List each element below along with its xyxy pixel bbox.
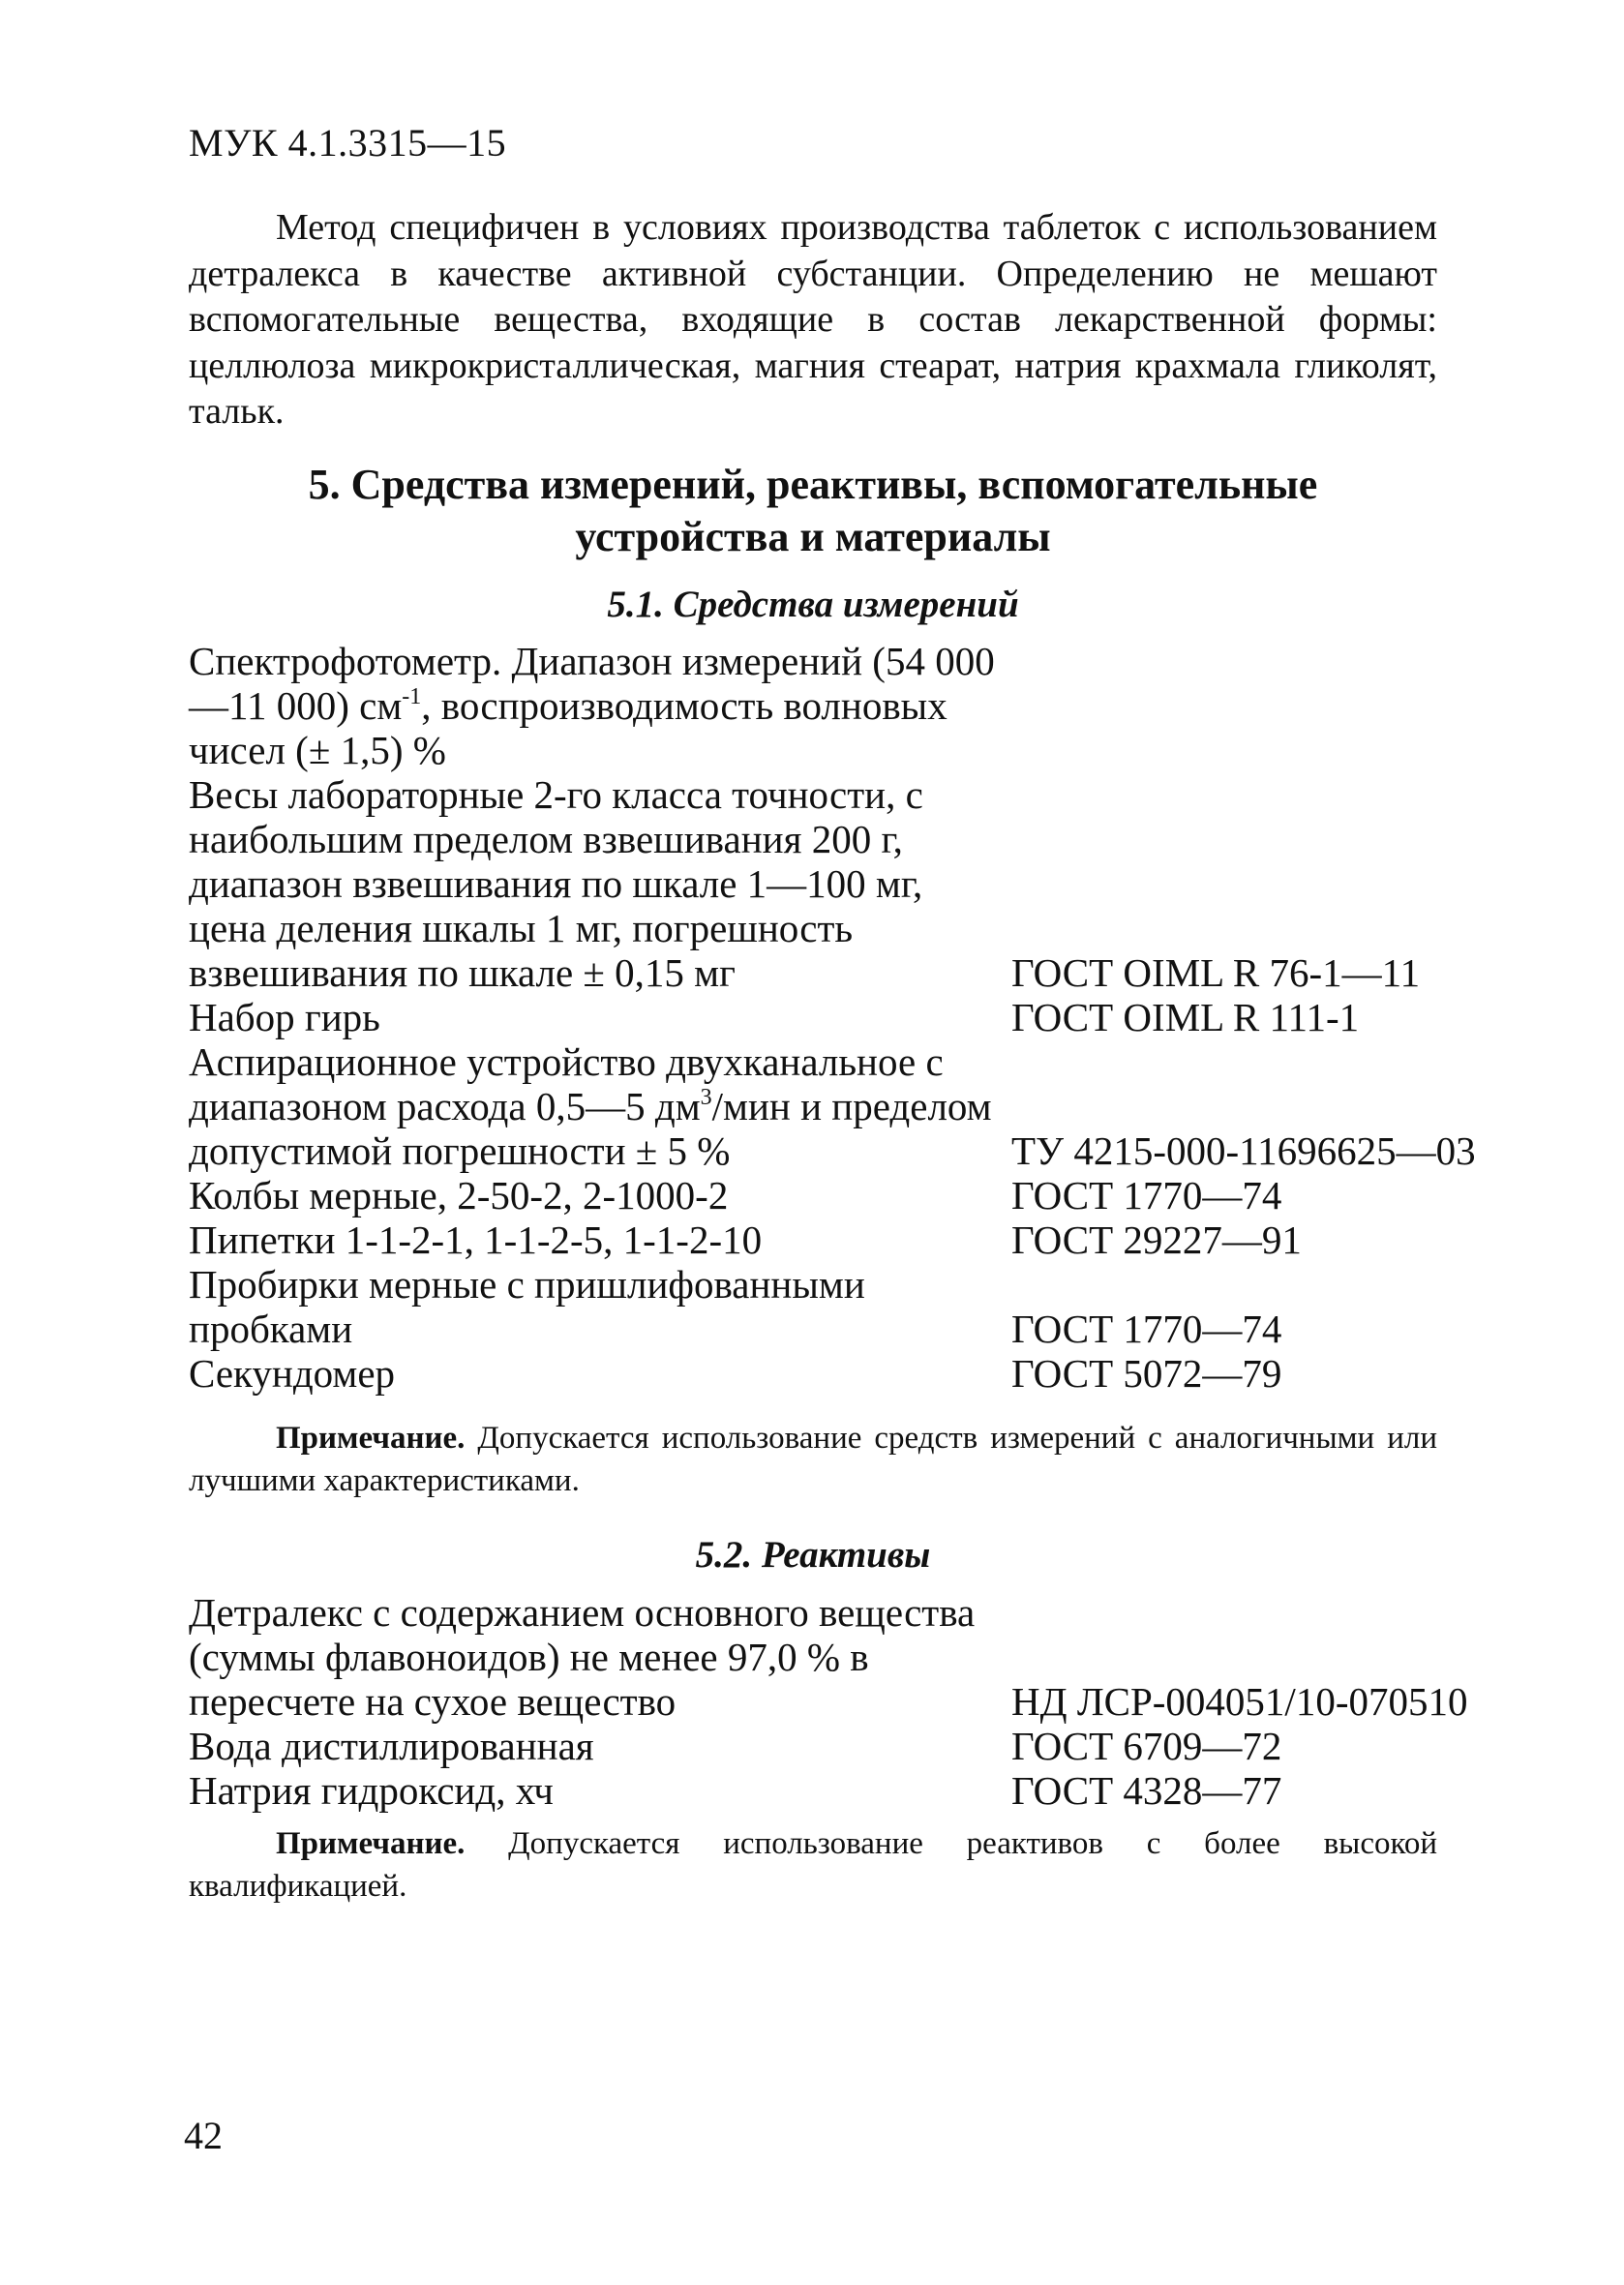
note-text: Допускается использование средств измерений с аналогичными или лучшими характеристиками. [189, 1421, 1437, 1498]
item-description: Детралекс с содержанием основного вещества (суммы флавоноидов) не менее 97,0 % в пересчете на сухое вещество [189, 1590, 976, 1724]
item-standard-reference: НД ЛСР-004051/10-070510 [1011, 1679, 1468, 1724]
list-item [189, 1351, 1476, 1396]
note-label: Примечание. [276, 1826, 466, 1861]
subsection-measurements-heading: 5.1. Средства измерений [607, 584, 1019, 625]
reagents-list [189, 1590, 1476, 1813]
item-description: Аспирационное устройство двухканальное с диапазоном расхода 0,5—5 $дм^3$/мин и пределом допустимой погрешности ± 5 % [189, 1039, 992, 1173]
item-description: Пробирки мерные с пришлифованными пробками [189, 1262, 865, 1351]
list-item [189, 772, 1476, 995]
item-standard-reference: ГОСТ 6709—72 [1011, 1724, 1282, 1768]
list-item [189, 1768, 1476, 1813]
note-text: Допускается использование реактивов с более высокой квалификацией. [189, 1826, 1437, 1904]
list-item [189, 1590, 1476, 1724]
section-title-line-2: устройства и материалы [575, 513, 1051, 560]
item-standard-reference: ГОСТ 29227—91 [1011, 1218, 1302, 1262]
list-item [189, 1262, 1476, 1351]
item-description: Весы лабораторные 2-го класса точности, с наибольшим пределом взвешивания 200 г, диапазон взвешивания по шкале 1—100 мг, цена деления шкалы 1 мг, погрешность взвешивания по шкале ± 0,15 мг [189, 772, 923, 995]
list-item [189, 1039, 1476, 1173]
measurements-note [189, 1417, 1437, 1502]
list-item [189, 1173, 1476, 1218]
item-description: Секундомер [189, 1351, 396, 1396]
page-number: 42 [184, 2114, 223, 2157]
item-standard-reference: ГОСТ 1770—74 [1011, 1173, 1282, 1218]
item-description: Натрия гидроксид, хч [189, 1768, 554, 1813]
item-standard-reference: ТУ 4215-000-11696625—03 [1011, 1128, 1476, 1173]
item-description: Пипетки 1-1-2-1, 1-1-2-5, 1-1-2-10 [189, 1218, 763, 1262]
item-description: Колбы мерные, 2-50-2, 2-1000-2 [189, 1173, 729, 1218]
item-description: Спектрофотометр. Диапазон измерений (54 000—11 000) $см^{-1}$, воспроизводимость волновых чисел (± 1,5) % [189, 639, 995, 772]
item-standard-reference: ГОСТ 1770—74 [1011, 1307, 1282, 1351]
item-standard-reference: ГОСТ OIML R 76-1—11 [1011, 950, 1421, 995]
item-standard-reference: ГОСТ 5072—79 [1011, 1351, 1282, 1396]
item-standard-reference: ГОСТ OIML R 111-1 [1011, 995, 1360, 1039]
intro-paragraph [189, 205, 1437, 436]
item-standard-reference: ГОСТ 4328—77 [1011, 1768, 1282, 1813]
measurement-instruments-list [189, 639, 1476, 1396]
note-label: Примечание. [276, 1421, 466, 1456]
list-item [189, 639, 1476, 772]
subsection-reagents-heading: 5.2. Реактивы [695, 1534, 931, 1576]
intro-text: Метод специфичен в условиях производства таблеток с использованием детралекса в качестве активной субстанции. Определению не мешают вспомогательные вещества, входящие в состав лекарственной формы: целлюлоза микрокристаллическая, магния стеарат, натрия крахмала гликолят, тальк. [189, 207, 1437, 432]
reagents-note [189, 1822, 1437, 1908]
section-5-title [189, 459, 1437, 563]
list-item [189, 1724, 1476, 1768]
list-item [189, 995, 1476, 1039]
item-description: Набор гирь [189, 995, 380, 1039]
document-code-header: МУК 4.1.3315—15 [189, 121, 507, 165]
section-title-line-1: 5. Средства измерений, реактивы, вспомогательные [308, 461, 1318, 508]
item-description: Вода дистиллированная [189, 1724, 594, 1768]
list-item [189, 1218, 1476, 1262]
